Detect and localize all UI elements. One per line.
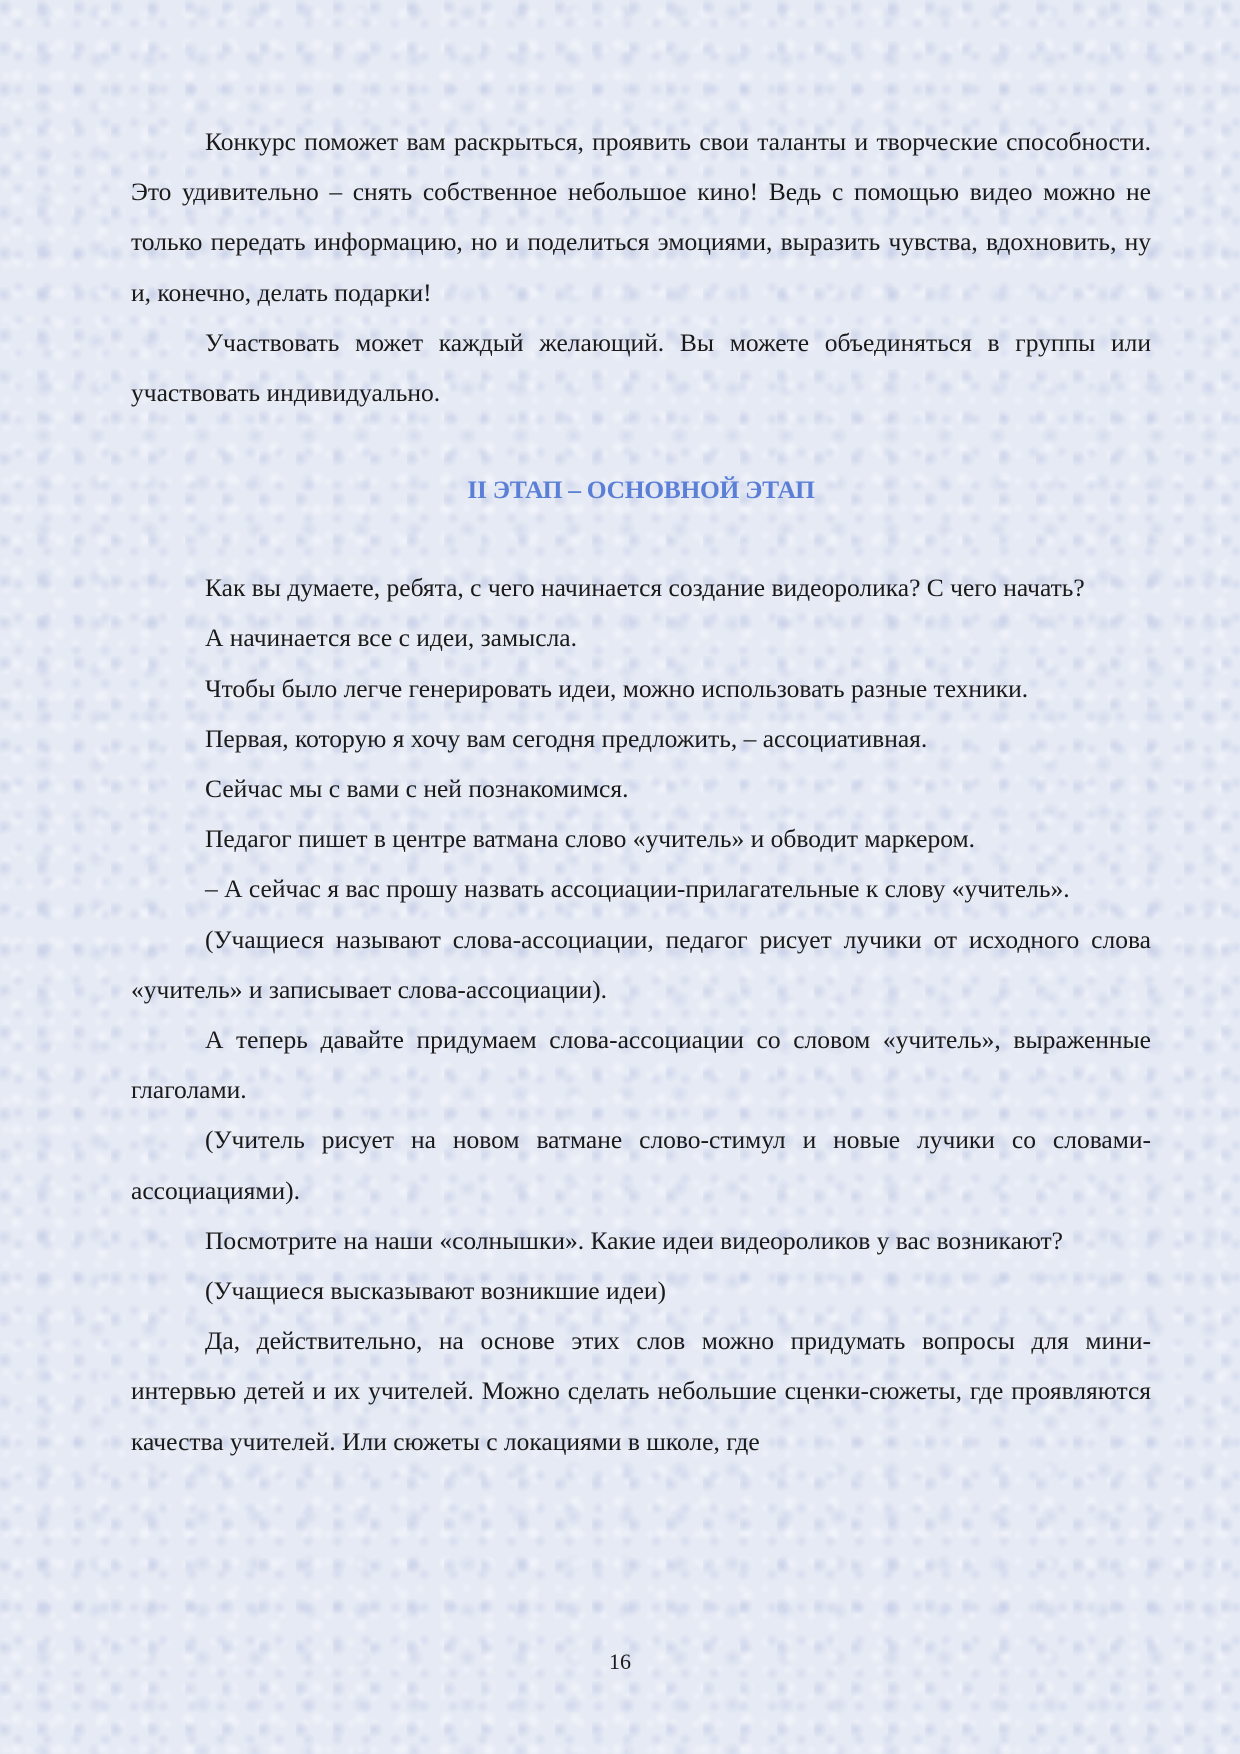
paragraph-techniques: Чтобы было легче генерировать идеи, можно использовать разные техники. [205,673,1029,703]
paragraph-conclusion: Да, действительно, на основе этих слов можно придумать вопросы для мини-интервью детей и их учителей. Можно сделать небольшие сценки-сюжеты, где проявляются качества учителей. Или сюжеты с локациями в школе, где [131,1326,1151,1456]
paragraph-students-ideas: (Учащиеся высказывают возникшие идеи) [205,1276,667,1306]
section-heading: II ЭТАП – ОСНОВНОЙ ЭТАП [467,475,815,505]
paragraph-acquaint: Сейчас мы с вами с ней познакомимся. [205,774,629,804]
paragraph-new-sheet: (Учитель рисует на новом ватмане слово-стимул и новые лучики со словами-ассоциациями). [131,1125,1151,1205]
page-body [131,117,1151,1467]
paragraph-suns: Посмотрите на наши «солнышки». Какие идеи видеороликов у вас возникают? [205,1225,1063,1255]
paragraph-question: Как вы думаете, ребята, с чего начинается создание видеоролика? С чего начать? [205,573,1085,603]
paragraph-participation: Участвовать может каждый желающий. Вы можете объединяться в группы или участвовать индивидуально. [131,327,1151,408]
paragraph-teacher-writes: Педагог пишет в центре ватмана слово «учитель» и обводит маркером. [205,824,976,854]
paragraph-adjectives: – А сейчас я вас прошу назвать ассоциации-прилагательные к слову «учитель». [205,874,1070,904]
paragraph-associative: Первая, которую я хочу вам сегодня предложить, – ассоциативная. [205,723,928,753]
paragraph-contest-intro: Конкурс поможет вам раскрыться, проявить свои таланты и творческие способности. Это удивительно – снять собственное небольшое кино! Ведь с помощью видео можно не только передать информацию, но и поделиться эмоциями, выразить чувства, вдохновить, ну и, конечно, делать подарки! [131,127,1151,307]
page-number: 16 [609,1649,631,1674]
paragraph-verbs: А теперь давайте придумаем слова-ассоциации со словом «учитель», выраженные глаголами. [131,1025,1151,1105]
paragraph-students-name: (Учащиеся называют слова-ассоциации, педагог рисует лучики от исходного слова «учитель» и записывает слова-ассоциации). [131,924,1151,1004]
paragraph-idea: А начинается все с идеи, замысла. [205,623,578,653]
